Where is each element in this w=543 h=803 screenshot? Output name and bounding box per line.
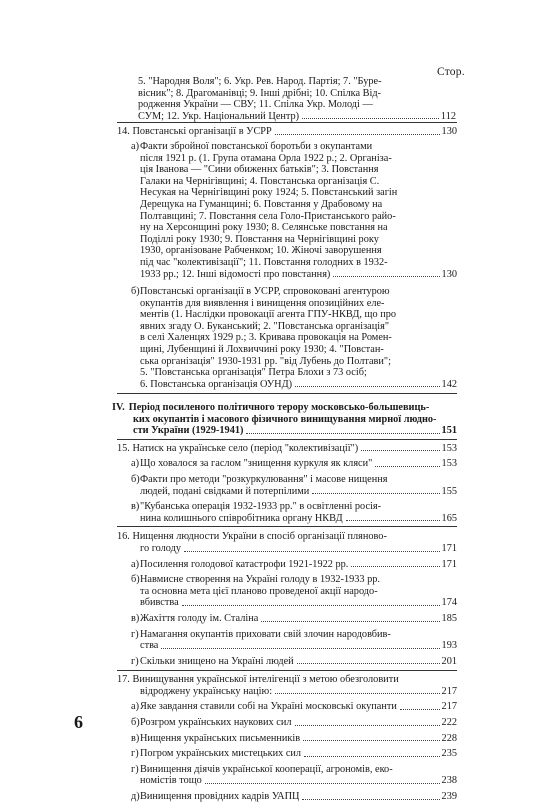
toc-page-number: 112 [440, 110, 456, 122]
toc-page-number: 185 [441, 612, 457, 624]
toc-entry-title: 1933 рр.; 12. Інші відомості про повстання) [140, 268, 331, 280]
toc-line-final [117, 717, 457, 729]
toc-entry-title: 6. Повстанська організація ОУНД) [140, 378, 293, 390]
toc-entry-title: Погром українських мистецьких сил [140, 748, 302, 760]
toc-page-number: 222 [441, 717, 457, 729]
dot-leader [312, 493, 439, 494]
toc-entry-title: номістів тощо [140, 775, 202, 787]
divider [117, 526, 457, 527]
toc-line [112, 402, 457, 414]
dot-leader [302, 799, 439, 800]
toc-page-number: 165 [441, 512, 457, 524]
toc-item-marker: б) [131, 574, 140, 586]
toc-section-14 [117, 126, 457, 138]
toc-entry-title: Скільки знищено на Україні людей [140, 655, 294, 667]
toc-page-number: 171 [441, 558, 457, 570]
toc-entry-title: вбивства [140, 597, 179, 609]
toc-line-text: Період посиленого політичного терору московсько-большевиць- [128, 402, 430, 413]
toc-line [117, 245, 457, 257]
toc-line-text: ція Іванова — "Сини обиженнх батьків"; 3. Повстання [140, 164, 379, 176]
toc-line-final [117, 126, 457, 138]
toc-line-text: та основна мета цієї планово проведеної акції народо- [140, 585, 378, 597]
toc-line-final [117, 486, 457, 498]
toc-part-4 [112, 402, 457, 437]
toc-page-number: 130 [441, 126, 457, 137]
toc-page-number: 217 [441, 701, 457, 713]
toc-page-number: 155 [441, 485, 457, 497]
toc-page-number: 217 [441, 685, 457, 697]
toc-item-marker: б) [131, 717, 140, 729]
toc-item-marker: г) [131, 655, 139, 667]
toc-item-marker: в) [131, 732, 140, 744]
toc-line [117, 199, 457, 211]
toc-line-text: Галаки на Чернігівщині; 4. Повстанська організація С. [140, 175, 380, 187]
toc-line-final [117, 443, 457, 455]
toc-line [112, 414, 457, 426]
dot-leader [184, 551, 440, 552]
toc-line-text: окупантів для виявлення і винищення опозиційних еле- [140, 297, 385, 309]
toc-line [138, 99, 456, 111]
toc-line-text: Дерещука на Гуманщині; 6. Повстання у Драбовому на [140, 198, 383, 210]
toc-line [117, 298, 457, 310]
toc-entry-15a [117, 458, 457, 470]
dot-leader [205, 783, 440, 784]
toc-line [117, 356, 457, 368]
toc-item-marker: г) [131, 748, 139, 760]
toc-item-marker: д) [131, 791, 140, 803]
toc-page-number: 201 [441, 655, 457, 667]
toc-line [117, 234, 457, 246]
toc-line-final [117, 269, 457, 281]
toc-item-marker: в) [131, 612, 140, 624]
toc-entry-16v [117, 613, 457, 625]
dot-leader [182, 605, 440, 606]
toc-entry-title: сти України (1929-1941) [133, 425, 244, 437]
toc-page-number: 239 [441, 791, 457, 803]
toc-entry-17v [117, 733, 457, 745]
toc-entry-15c [117, 501, 457, 524]
dot-leader [304, 756, 439, 757]
toc-section-16 [117, 531, 457, 554]
toc-page-number: 235 [441, 748, 457, 760]
toc-line-final [117, 701, 457, 713]
toc-line [117, 344, 457, 356]
toc-entry-17d [117, 791, 457, 803]
toc-line [117, 764, 457, 776]
toc-entry-15b [117, 474, 457, 497]
toc-item-marker: а) [131, 701, 139, 713]
toc-line-final [117, 791, 457, 803]
toc-page-number: 151 [441, 425, 457, 437]
toc-item-marker: в) [131, 501, 140, 513]
toc-item-marker: г) [131, 763, 139, 775]
toc-section-15 [117, 443, 457, 455]
toc-entry-title: Винищення провідних кадрів УАПЦ [140, 791, 300, 803]
divider [117, 670, 457, 671]
toc-line-final [117, 513, 457, 525]
dot-leader [275, 693, 439, 694]
toc-line-text: Полтавщині; 7. Повстання села Голо-Пристанського райо- [140, 210, 396, 222]
toc-line [117, 474, 457, 486]
toc-entry-title: відроджену українську націю: [140, 685, 273, 697]
toc-line [117, 321, 457, 333]
dot-leader [333, 276, 439, 277]
dot-leader [295, 386, 440, 387]
toc-line-text: ська організація" 1930-1931 рр. "від Лубень до Полтави"; [140, 355, 391, 367]
toc-line-text: явних згаду О. Буканський; 2. "Повстанська організація" [140, 320, 390, 332]
toc-item-marker: б) [131, 286, 140, 297]
toc-line [117, 257, 457, 269]
toc-page-number: 228 [441, 732, 457, 744]
toc-line-text: Навмисне створення на Україні голоду в 1932-1933 рр. [140, 574, 381, 586]
divider [117, 122, 457, 123]
toc-line-text: ких окупантів і масового фізичного винищування мирної людно- [133, 413, 437, 425]
toc-entry-16g [117, 629, 457, 652]
toc-page-number: 174 [441, 597, 457, 609]
dot-leader [297, 663, 440, 664]
divider [117, 393, 457, 394]
toc-entry-title: людей, подані свідками й потерпілими [140, 485, 310, 497]
toc-section-17 [117, 674, 457, 802]
toc-page-number: 171 [441, 542, 457, 554]
toc-line [117, 531, 457, 543]
toc-entry-title: го голоду [140, 542, 182, 554]
toc-line-text: щині, Лубенщині й Лохвиччині року 1930; 4. "Повстан- [140, 343, 384, 355]
toc-line [117, 367, 457, 379]
toc-entry-title: Жахіття голоду ім. Сталіна [140, 612, 259, 624]
dot-leader [346, 520, 440, 521]
toc-line [117, 164, 457, 176]
toc-page-number: 238 [441, 775, 457, 787]
dot-leader [375, 466, 439, 467]
toc-line-final [117, 379, 457, 391]
toc-line-text: родження України — СВУ; 11. Спілка Укр. Молоді — [138, 99, 373, 111]
toc-line-text: Намагання окупантів приховати свій злочин народовбив- [140, 628, 391, 640]
toc-line-text: 17. Винищування української інтелігенції з метою обезголовити [117, 674, 399, 686]
toc-line [117, 153, 457, 165]
toc-line [117, 674, 457, 686]
toc-line [117, 332, 457, 344]
toc-entry-17g [117, 748, 457, 760]
toc-entry-16b [117, 574, 457, 609]
toc-entry-title: Розгром українських наукових сил [140, 717, 292, 729]
toc-line-final [117, 733, 457, 745]
toc-entry-title: 15. Натиск на українське село (період "колективізації") [117, 442, 359, 454]
toc-item-marker: а) [131, 558, 139, 570]
dot-leader [246, 433, 439, 434]
dot-leader [295, 725, 440, 726]
toc-entry-continuation [138, 76, 456, 122]
toc-line [138, 76, 456, 88]
toc-line-text: під час "колективізації"; 11. Повстання голодних в 1932- [140, 256, 388, 268]
toc-line-text: вісник"; 8. Драгоманівці; 9. Інші дрібні; 10. Спілка Від- [138, 87, 382, 99]
dot-leader [261, 621, 439, 622]
toc-line-text: Факти збройної повстанської боротьби з окупантами [140, 141, 373, 152]
toc-item-marker: а) [131, 458, 139, 470]
toc-line-final [112, 425, 457, 437]
toc-line [117, 309, 457, 321]
dot-leader [361, 450, 439, 451]
toc-line-final [117, 640, 457, 652]
page-number: 6 [74, 712, 83, 732]
toc-entry-title: 14. Повстанські організації в УСРР [117, 126, 272, 137]
toc-line [117, 629, 457, 641]
toc-line-final [117, 597, 457, 609]
divider [117, 439, 457, 440]
toc-entry-17g2 [117, 764, 457, 787]
toc-line-text: "Кубанська операція 1932-1933 рр." в освітленні росія- [140, 501, 382, 513]
dot-leader [303, 740, 439, 741]
toc-line-text: 1930, організоване Рабченком; 10. Жіночі заворушення [140, 245, 382, 257]
toc-line-text: ну на Херсонщині року 1930; 8. Селянське повстання на [140, 222, 388, 234]
toc-page-number: 142 [441, 378, 457, 390]
page-column-header: Стор. [437, 66, 465, 78]
dot-leader [351, 566, 439, 567]
toc-entry-16a [117, 559, 457, 571]
toc-line-text: Поділлі року 1930; 9. Повстання на Чернігівщині року [140, 233, 379, 245]
toc-line-final [117, 656, 457, 668]
toc-line-text: в селі Халенцях 1929 р.; 3. Кривава провокація на Ромен- [140, 332, 392, 344]
toc-line-text: Винищення діячів української кооперації, агрономів, еко- [140, 763, 393, 775]
toc-line [117, 176, 457, 188]
toc-line [117, 222, 457, 234]
toc-line-text: 5. "Народня Воля"; 6. Укр. Рев. Народ. Партія; 7. "Буре- [138, 76, 382, 87]
toc-entry-title: СУМ; 12. Укр. Національний Центр) [138, 110, 300, 122]
toc-entry-title: Нищення українських письменників [140, 732, 301, 744]
toc-line-text: ментів (1. Наслідки провокації агента ГПУ-НКВД, що про [140, 309, 397, 321]
toc-line-final [117, 458, 457, 470]
dot-leader [275, 134, 440, 135]
toc-line [117, 574, 457, 586]
toc-line [117, 211, 457, 223]
toc-entry-title: ства [140, 640, 159, 652]
toc-line [117, 141, 457, 153]
toc-entry-14a [117, 141, 457, 280]
toc-entry-title: Яке завдання ставили собі на Україні московські окупанти [140, 701, 397, 713]
toc-line-text: 5. "Повстанська організація" Петра Блохи з 73 осіб; [140, 367, 367, 379]
toc-line-text: Факти про методи "розкуркулювання" і масове нищення [140, 473, 388, 485]
toc-line-final [117, 686, 457, 698]
toc-line-final [117, 775, 457, 787]
toc-line [117, 187, 457, 199]
toc-item-marker: б) [131, 473, 140, 485]
toc-entry-title: Що ховалося за гаслом "знищення куркуля як кляси" [140, 458, 373, 470]
toc-entry-title: Посилення голодової катастрофи 1921-1922 рр. [140, 558, 349, 570]
toc-line-final [138, 111, 456, 123]
toc-entry-17b [117, 717, 457, 729]
toc-line-text: Повстанські організації в УСРР, спровоковані агентурою [140, 286, 390, 297]
toc-page-number: 153 [441, 458, 457, 470]
toc-item-marker: а) [131, 141, 139, 152]
toc-page-number: 130 [441, 268, 457, 280]
toc-entry-16g2 [117, 656, 457, 668]
toc-line-final [117, 613, 457, 625]
toc-line [117, 286, 457, 298]
toc-page-number: 153 [441, 442, 457, 454]
toc-line [117, 501, 457, 513]
toc-line-text: після 1921 р. (1. Група отамана Орла 1922 р.; 2. Організа- [140, 152, 392, 164]
dot-leader [400, 709, 440, 710]
toc-entry-14b [117, 286, 457, 390]
toc-entry-17a [117, 701, 457, 713]
dot-leader [161, 648, 439, 649]
toc-line [117, 586, 457, 598]
toc-line [138, 88, 456, 100]
toc-part-numeral: IV. [112, 402, 125, 413]
toc-line-final [117, 543, 457, 555]
toc-line-text: 16. Нищення людности України в спосіб організації пляново- [117, 531, 387, 543]
toc-line-final [117, 559, 457, 571]
toc-line-text: Несукая на Чернігівщині року 1924; 5. Повстанський загін [140, 187, 398, 199]
toc-item-marker: г) [131, 628, 139, 640]
toc-line-final [117, 748, 457, 760]
dot-leader [302, 118, 439, 119]
toc-entry-title: нина колишнього співробітника органу НКВД [140, 512, 343, 524]
toc-page-number: 193 [441, 640, 457, 652]
